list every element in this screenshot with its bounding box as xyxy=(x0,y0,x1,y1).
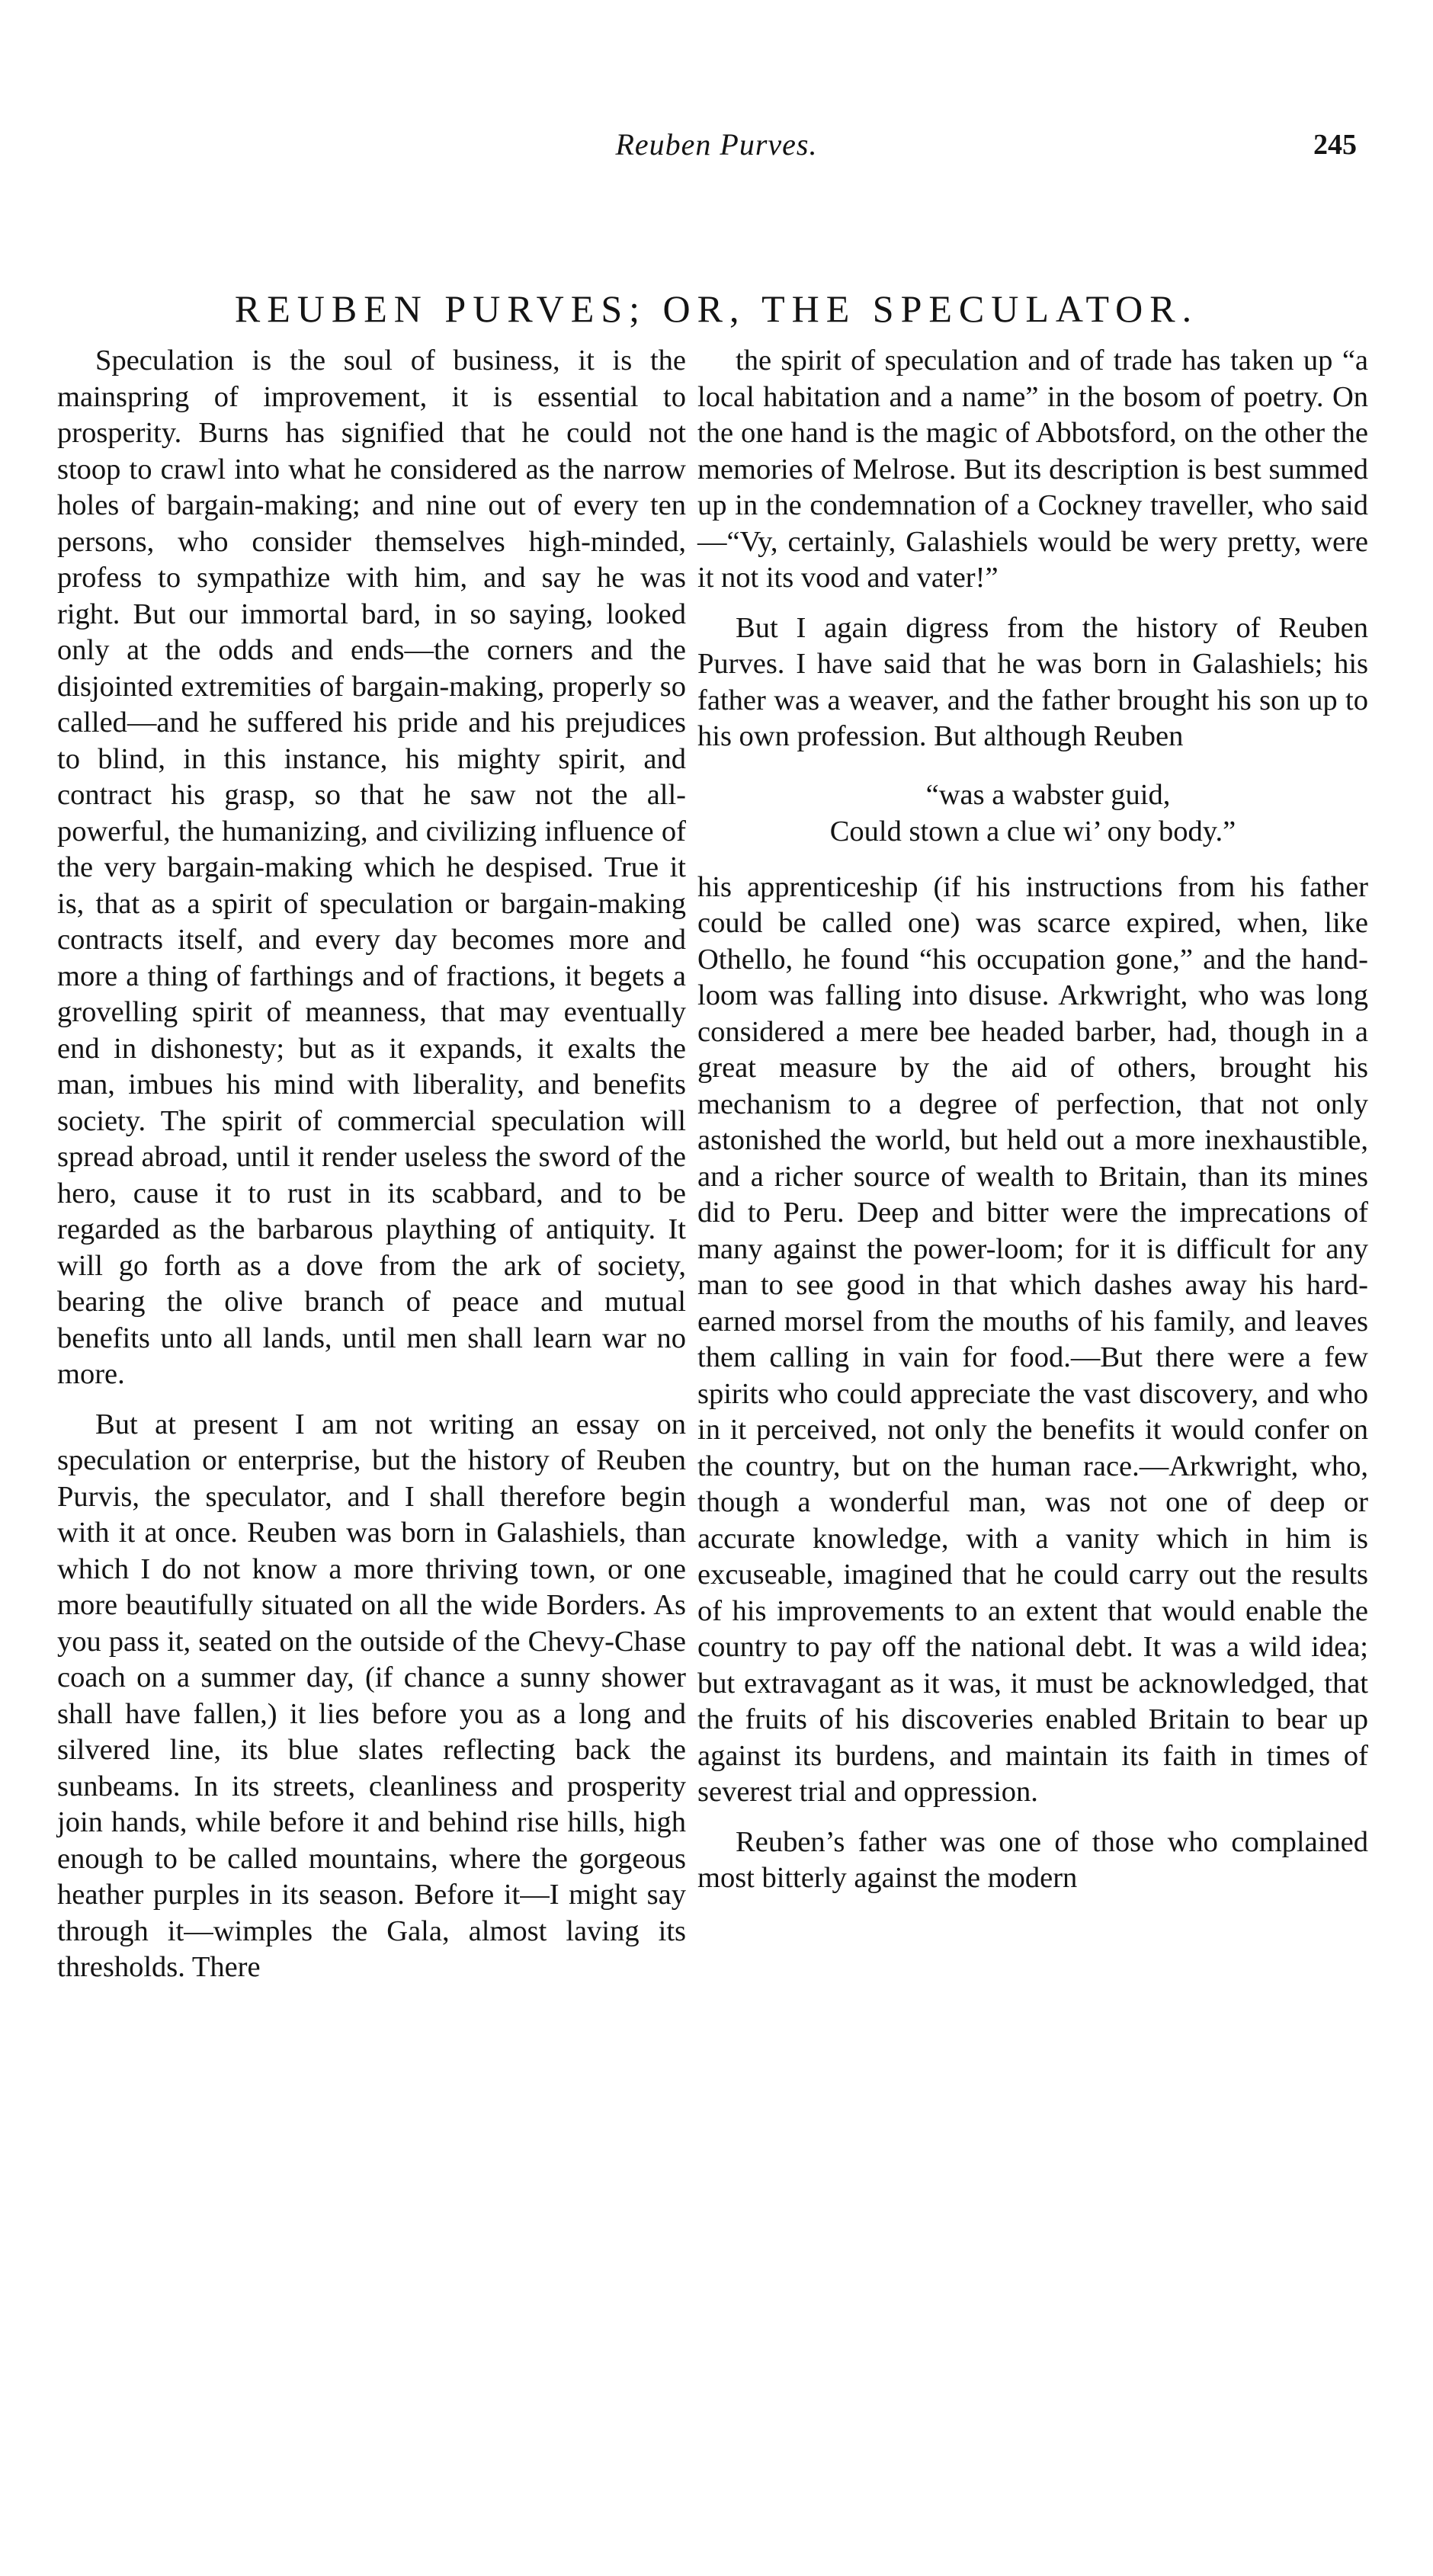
running-head xyxy=(76,122,1357,168)
left-column xyxy=(57,343,686,1986)
running-title: Reuben Purves. xyxy=(615,127,818,162)
paragraph: Speculation is the soul of business, it is the mainspring of improvement, it is essential to prosperity. Burns has signified that he could not stoop to crawl into what he considered as the narrow holes of bargain-making; and nine out of every ten persons, who consider themselves high-minded, profess to sympathize with him, and say he was right. But our immortal bard, in so saying, looked only at the odds and ends—the corners and the disjointed extremities of bargain-making, properly so called—and he suffered his pride and his prejudices to blind, in this instance, his mighty spirit, and contract his grasp, so that he saw not the all-powerful, the humanizing, and civilizing influence of the very bargain-making which he despised. True it is, that as a spirit of speculation or bargain-making contracts itself, and every day becomes more and more a thing of farthings and of fractions, it begets a grovelling spirit of meanness, that may eventually end in dishonesty; but as it expands, it exalts the man, imbues his mind with liberality, and benefits society. The spirit of commercial speculation will spread abroad, until it render useless the sword of the hero, cause it to rust in its scabbard, and to be regarded as the barbarous plaything of antiquity. It will go forth as a dove from the ark of society, bearing the olive branch of peace and mutual benefits unto all lands, until men shall learn war no more. xyxy=(57,344,686,1390)
paragraph: But at present I am not writing an essay on speculation or enterprise, but the history of Reuben Purvis, the speculator, and I shall therefore begin with it at once. Reuben was born in Galashiels, than which I do not know a more thriving town, or one more beautifully situated on all the wide Borders. As you pass it, seated on the outside of the Chevy-Chase coach on a summer day, (if chance a sunny shower shall have fallen,) it lies before you as a long and silvered line, its blue slates reflecting back the sunbeams. In its streets, cleanliness and prosperity join hands, while before it and behind rise hills, high enough to be called mountains, where the gorgeous heather purples in its season. Before it—I might say through it—wimples the Gala, almost laving its thresholds. There xyxy=(57,1408,686,1983)
verse-line: Could stown a clue wi’ ony body.” xyxy=(829,815,1236,847)
paragraph: Reuben’s father was one of those who complained most bitterly against the modern xyxy=(697,1825,1368,1894)
paragraph: the spirit of speculation and of trade has taken up “a local habitation and a name” in the bosom of poetry. On the one hand is the magic of Abbotsford, on the other the memories of Melrose. But its description is best summed up in the condemnation of a Cockney traveller, who said—“Vy, certainly, Galashiels would be wery pretty, were it not its vood and vater!” xyxy=(697,344,1368,594)
verse-quote xyxy=(697,777,1368,850)
paragraph: But I again digress from the history of Reuben Purves. I have said that he was born in Galashiels; his father was a weaver, and the father brought his son up to his own profession. But although Reuben xyxy=(697,611,1368,752)
paragraph: his apprenticeship (if his instructions from his father could be called one) was scarce expired, when, like Othello, he found “his occupation gone,” and the hand-loom was falling into disuse. Arkwright, who was long considered a mere bee headed barber, had, though in a great measure by the aid of others, brought his mechanism to a degree of perfection, that not only astonished the world, but held out a more inexhaustible, and a richer source of wealth to Britain, than its mines did to Peru. Deep and bitter were the imprecations of many against the power-loom; for it is difficult for any man to see good in that which dashes away his hard-earned morsel from the mouths of his family, and leaves them calling in vain for food.—But there were a few spirits who could appreciate the vast discovery, and who in it perceived, not only the benefits it would confer on the country, but on the human race.—Arkwright, who, though a wonderful man, was not one of deep or accurate knowledge, with a vanity which in him is excuseable, imagined that he could carry out the results of his improvements to an extent that would enable the country to pay off the national debt. It was a wild idea; but extravagant as it was, it must be acknowledged, that the fruits of his discoveries enabled Britain to bear up against its burdens, and maintain its faith in times of severest trial and oppression. xyxy=(697,870,1368,1808)
right-column xyxy=(697,343,1368,1897)
verse-line: “was a wabster guid, xyxy=(925,778,1171,811)
article-title: REUBEN PURVES; OR, THE SPECULATOR. xyxy=(234,287,1199,330)
page-number: 245 xyxy=(1313,129,1357,161)
